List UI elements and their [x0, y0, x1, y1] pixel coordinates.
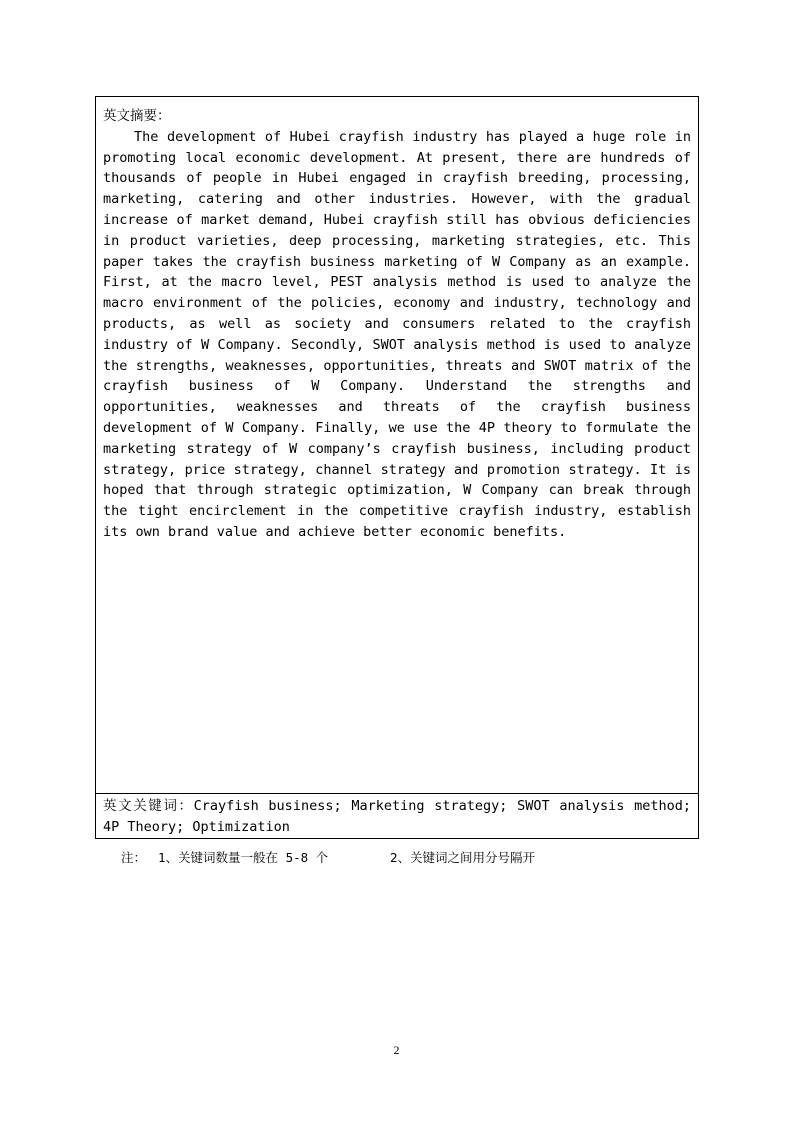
- note-label: 注：: [121, 850, 147, 865]
- english-abstract-cell: [96, 97, 698, 794]
- note-item-keyword-count: 1、关键词数量一般在 5-8 个: [158, 850, 329, 865]
- note-line: [121, 849, 681, 867]
- abstract-table: [95, 96, 699, 839]
- page-number: 2: [393, 1043, 400, 1057]
- english-keywords-text: Crayfish business; Marketing strategy; SWOT analysis method; 4P Theory; Optimization: [103, 798, 691, 835]
- english-keywords-cell: [96, 794, 698, 838]
- english-abstract-body: The development of Hubei crayfish industry has played a huge role in promoting local economic development. At present, there are hundreds of thousands of people in Hubei engaged in crayfish breeding, processing, marketing, catering and other industries. However, with the gradual increase of market demand, Hubei crayfish still has obvious deficiencies in product varieties, deep processing, marketing strategies, etc. This paper takes the crayfish business marketing of W Company as an example. First, at the macro level, PEST analysis method is used to analyze the macro environment of the policies, economy and industry, technology and products, as well as society and consumers related to the crayfish industry of W Company. Secondly, SWOT analysis method is used to analyze the strengths, weaknesses, opportunities, threats and SWOT matrix of the crayfish business of W Company. Understand the strengths and opportunities, weaknesses and threats of the crayfish business development of W Company. Finally, we use the 4P theory to formulate the marketing strategy of W company’s crayfish business, including product strategy, price strategy, channel strategy and promotion strategy. It is hoped that through strategic optimization, W Company can break through the tight encirclement in the competitive crayfish industry, establish its own brand value and achieve better economic benefits.: [103, 128, 691, 540]
- english-keywords-label: 英文关键词：: [103, 798, 194, 814]
- note-item-keyword-separator: 2、关键词之间用分号隔开: [390, 850, 536, 865]
- english-abstract-label: 英文摘要：: [103, 108, 171, 124]
